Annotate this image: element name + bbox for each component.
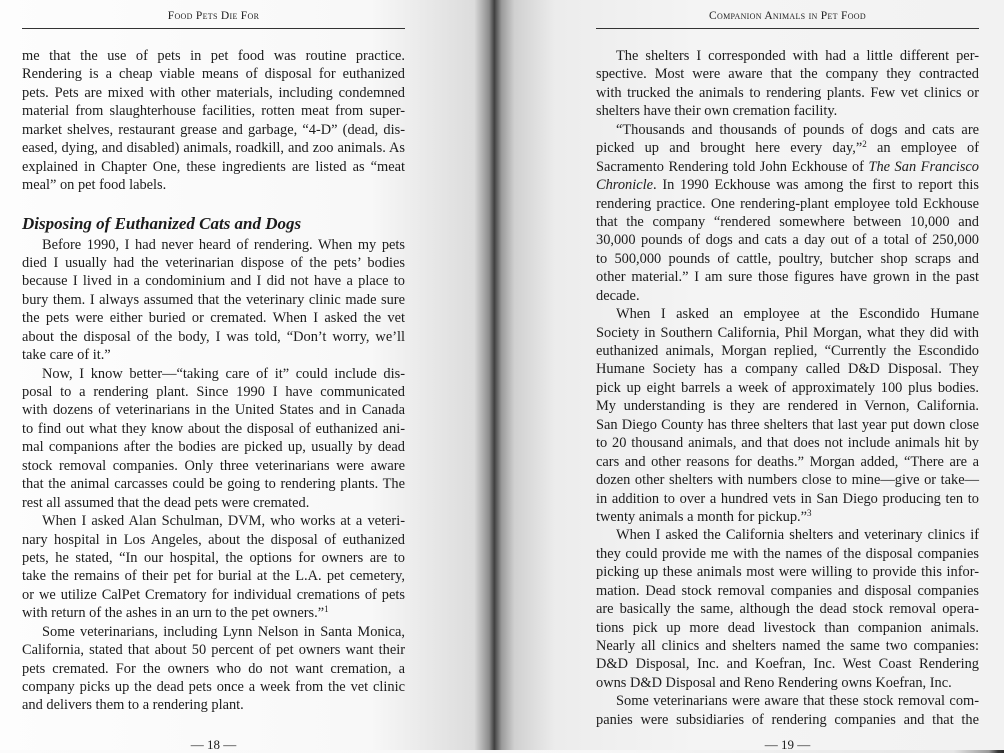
text-line: When I asked an employee at the Escondido Humane	[616, 306, 979, 323]
text-line: Now, I know better—“taking care of it” could include dis-	[42, 365, 405, 382]
text-line: California, stated that about 50 percent of pet owners want their	[22, 642, 405, 659]
paragraph	[596, 121, 979, 305]
text-line: shelters have their own cremation facility.	[596, 103, 838, 120]
text-line: that the animal carcasses could be going to rendering plants. The	[22, 476, 405, 493]
text-line: with dozens of veterinarians in the United States and in Canada	[22, 402, 405, 419]
text-line: Some veterinarians were aware that these stock removal com-	[616, 693, 979, 710]
text-line: about the disposal of the body, I was told, “Don’t worry, we’ll	[22, 328, 405, 345]
text-line: owns D&D Disposal and Reno Rendering owns Koefran, Inc.	[596, 674, 952, 691]
text-line: explained in Chapter One, these ingredients are listed as “meat	[22, 158, 405, 175]
text-line: in addition to over a hundred vets in San Diego producing ten to	[596, 490, 979, 507]
text-line: are basically the same, although the dead stock removal opera-	[596, 601, 979, 618]
right-page	[494, 0, 1004, 750]
text-line: euthanized animals, Morgan replied, “Currently the Escondido	[596, 343, 979, 359]
text-line: panies were subsidiaries of rendering companies and that the	[596, 711, 979, 728]
text-line: because I lived in a condominium and I did not have a place to	[22, 273, 405, 290]
text-line: eased, dying, and disabled) animals, roadkill, and zoo animals. As	[22, 140, 405, 157]
text-line: take the remains of their pet for burial at the L.A. pet cemetery,	[22, 568, 405, 585]
text-line: mal companions after the bodies are picked up, usually by dead	[22, 439, 405, 456]
text-line: The shelters I corresponded with had a little different per-	[616, 48, 979, 64]
text-line: When I asked the California shelters and veterinary clinics if	[616, 527, 979, 544]
text-run: an employee of	[866, 140, 979, 157]
footnote-ref: 1	[324, 604, 329, 615]
text-line: meal” on pet food labels.	[22, 177, 167, 194]
text-line: pets. Pets are mixed with other materials, including condemned	[22, 84, 405, 101]
text-line: picking up these animals most were willing to provide this infor-	[596, 564, 979, 581]
text-line	[596, 508, 979, 526]
text-line: rest all assumed that the dead pets were cremated.	[22, 494, 310, 511]
page-number: — 18 —	[190, 737, 237, 752]
text-line: take care of it.”	[22, 347, 111, 364]
text-line: pets, he stated, “In our hospital, the options for owners are to	[22, 549, 405, 566]
text-line: Nearly all clinics and shelters named the same two companies:	[596, 638, 979, 654]
text-line: and delivers them to a rendering plant.	[22, 697, 244, 714]
text-line: Society in Southern California, Phil Morgan, what they did with	[596, 324, 979, 341]
text-line: material from slaughterhouse facilities, rotten meat from super-	[22, 103, 405, 120]
running-head: Companion Animals in Pet Food	[709, 10, 866, 22]
text-run: with return of the ashes in an urn to the pet owners.”	[22, 605, 325, 622]
text-line: My understanding is they are rendered in Vernon, California.	[596, 398, 979, 415]
text-line: spective. Most were aware that the company they contracted	[596, 66, 979, 83]
paragraph	[596, 526, 979, 692]
text-line: decade.	[596, 287, 640, 304]
text-line: Before 1990, I had never heard of rendering. When my pets	[42, 236, 405, 253]
text-line: Rendering is a cheap viable means of disposal for euthanized	[22, 66, 405, 83]
text-line: other material.” I am sure those figures have grown in the past	[596, 269, 979, 286]
paragraph	[596, 47, 979, 121]
paragraph	[22, 623, 405, 715]
text-line: died I usually had the veterinarian dispose of the pets’ bodies	[22, 254, 405, 271]
text-line: Some veterinarians, including Lynn Nelson in Santa Monica,	[42, 623, 405, 640]
text-run: picked up and brought here every day,”	[596, 140, 863, 157]
text-line: dozen other shelters with numbers close to mine—give or take—	[596, 472, 979, 489]
text-column	[22, 47, 405, 715]
text-line: posal to a rendering plant. Since 1990 I have communicated	[22, 384, 405, 400]
text-line: they could provide me with the names of the disposal companies	[596, 545, 979, 562]
italic-title: The San Francisco	[868, 158, 979, 175]
text-line	[22, 604, 405, 622]
text-line: “Thousands and thousands of pounds of dogs and cats are	[616, 121, 979, 138]
footnote-ref: 3	[807, 507, 812, 518]
paragraph	[596, 305, 979, 526]
text-line: to 500,000 pounds of cattle, poultry, butcher shop scraps and	[596, 250, 979, 267]
text-line: tions pick up more dead livestock than companion animals.	[596, 619, 979, 636]
text-line	[596, 158, 979, 176]
text-line: When I asked Alan Schulman, DVM, who works at a veteri-	[42, 513, 405, 530]
text-line: company picks up the dead pets once a week from the vet clinic	[22, 679, 405, 695]
section-heading: Disposing of Euthanized Cats and Dogs	[22, 213, 302, 233]
text-line: the pets were either buried or cremated. When I asked the vet	[22, 310, 405, 327]
left-page	[0, 0, 494, 750]
italic-title: Chronicle	[596, 177, 654, 194]
text-run: twenty animals a month for pickup.”	[596, 508, 808, 525]
text-line: 30,000 pounds of dogs and cats a day out of a total of 250,000	[596, 232, 979, 249]
header-rule	[596, 28, 979, 29]
text-line: to find out what they know about the disposal of euthanized ani-	[22, 420, 405, 437]
text-line	[596, 139, 979, 157]
paragraph	[596, 692, 979, 729]
text-line: me that the use of pets in pet food was routine practice.	[22, 48, 405, 64]
text-line: market shelves, restaurant grease and garbage, “4-D” (dead, dis-	[22, 121, 405, 138]
footnote-ref: 2	[862, 139, 867, 150]
paragraph	[22, 365, 405, 513]
text-line: to 20 thousand animals, and that does not include animals hit by	[596, 435, 979, 452]
text-line	[596, 176, 979, 194]
text-column	[596, 47, 979, 729]
text-line: with trucked the animals to rendering plants. Few vet clinics or	[596, 84, 979, 101]
text-line: San Diego County has three shelters that last year put down close	[596, 416, 979, 433]
text-line: stock removal companies. Only three veterinarians were aware	[22, 457, 405, 474]
text-line: bury them. I always assumed that the veterinary clinic made sure	[22, 291, 405, 308]
text-line: mation. Dead stock removal companies and disposal companies	[596, 582, 979, 599]
text-line: Humane Society has a company called D&D Disposal. They	[596, 361, 979, 378]
text-line: pets cremated. For the owners who do not want cremation, a	[22, 660, 405, 677]
text-line: rendering practice. One rendering-plant employee told Eckhouse	[596, 195, 979, 212]
text-line: D&D Disposal, Inc. and Koefran, Inc. West Coast Rendering	[596, 656, 979, 673]
text-run: Sacramento Rendering told John Eckhouse of	[596, 158, 869, 175]
text-line: cars and other reasons for deaths.” Morgan added, “There are a	[596, 453, 979, 470]
page-number: — 19 —	[764, 737, 811, 752]
text-line: pick up eight barrels a week of approximately 100 plus bodies.	[596, 379, 979, 396]
text-run: . In 1990 Eckhouse was among the first to report this	[653, 177, 979, 194]
running-head: Food Pets Die For	[167, 10, 260, 22]
paragraph	[22, 47, 405, 195]
text-line: that the company “rendered somewhere between 10,000 and	[596, 213, 979, 230]
text-line: nary hospital in Los Angeles, about the disposal of euthanized	[22, 531, 405, 548]
paragraph	[22, 512, 405, 623]
text-line: or we utilize CalPet Crematory for individual cremations of pets	[22, 586, 405, 603]
header-rule	[22, 28, 405, 29]
paragraph	[22, 236, 405, 365]
